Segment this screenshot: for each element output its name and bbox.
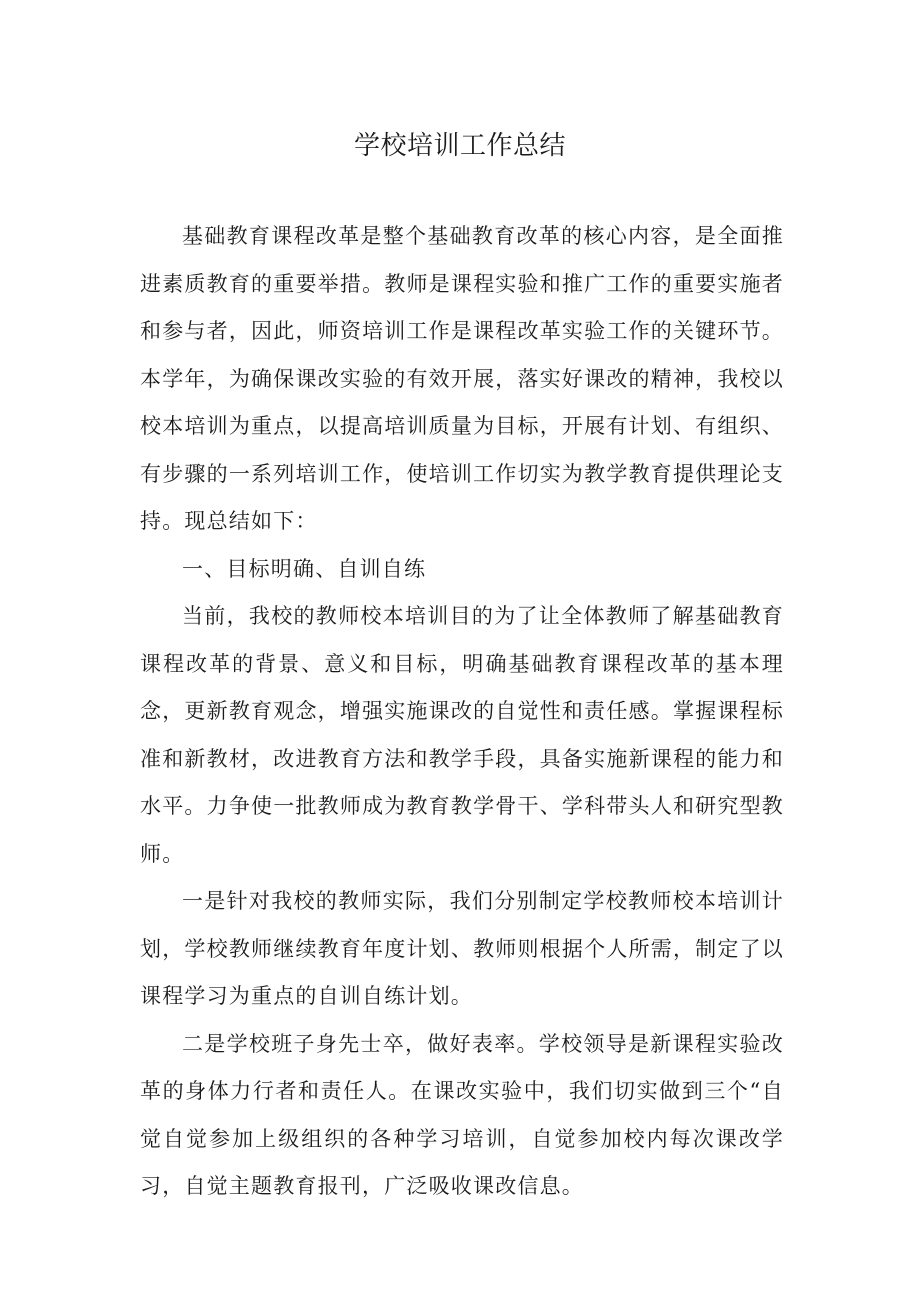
section-heading-1: 一、目标明确、自训自练 [182, 556, 427, 581]
paragraph-intro: 基础教育课程改革是整个基础教育改革的核心内容，是全面推进素质教育的重要举措。教师是课程实验和推广工作的重要实施者和参与者，因此，师资培训工作是课程改革实验工作的关键环节。本学年，为确保课改实验的有效开展，落实好课改的精神，我校以校本培训为重点，以提高培训质量为目标，开展有计划、有组织、有步骤的一系列培训工作，使培训工作切实为教学教育提供理论支持。现总结如下： [140, 224, 784, 533]
document-title: 学校培训工作总结 [353, 131, 566, 161]
paragraph-goals: 当前，我校的教师校本培训目的为了让全体教师了解基础教育课程改革的背景、意义和目标，明确基础教育课程改革的基本理念，更新教育观念，增强实施课改的自觉性和责任感。掌握课程标准和新教材，改进教育方法和教学手段，具备实施新课程的能力和水平。力争使一批教师成为教育教学骨干、学科带头人和研究型教师。 [140, 604, 784, 866]
paragraph-point-1: 一是针对我校的教师实际，我们分别制定学校教师校本培训计划，学校教师继续教育年度计划、教师则根据个人所需，制定了以课程学习为重点的自训自练计划。 [140, 889, 784, 1008]
document-body [140, 213, 784, 1211]
paragraph-point-2: 二是学校班子身先士卒，做好表率。学校领导是新课程实验改革的身体力行者和责任人。在课改实验中，我们切实做到三个“自觉自觉参加上级组织的各种学习培训，自觉参加校内每次课改学习，自觉主题教育报刊，广泛吸收课改信息。 [140, 1031, 784, 1198]
